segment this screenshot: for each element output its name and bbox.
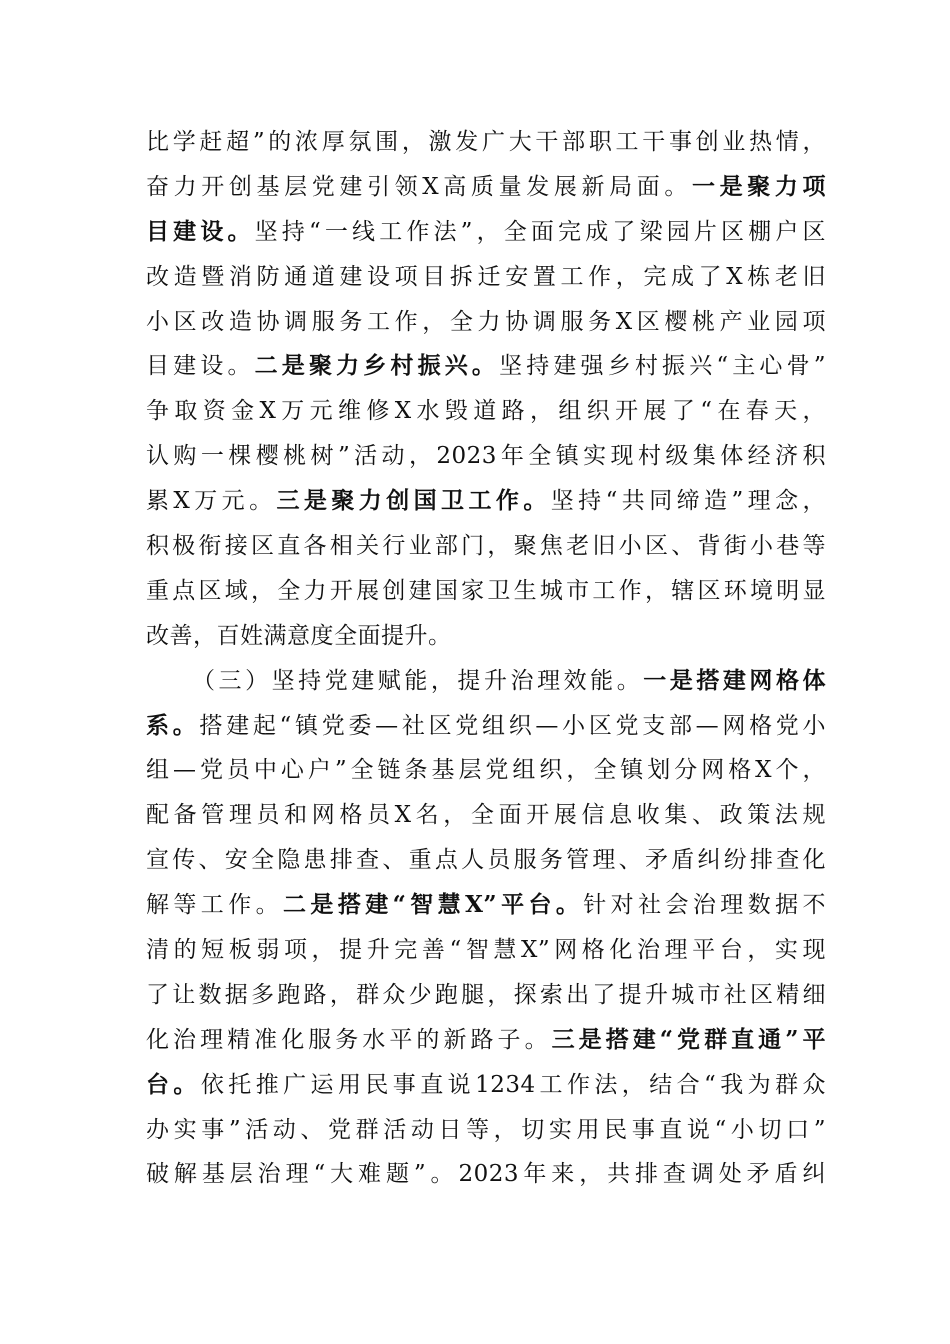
text-line: 办实事”活动、党群活动日等，切实用民事直说“小切口” xyxy=(146,1116,826,1143)
text-line: 配备管理员和网格员X名，全面开展信息收集、政策法规 xyxy=(146,802,826,829)
section-heading-line xyxy=(146,659,826,704)
section-heading: （三）坚持党建赋能，提升治理效能。 xyxy=(192,667,644,694)
bold-heading: 三是聚力创国卫工作。 xyxy=(276,487,551,515)
text-line: 争取资金X万元维修X水毁道路，组织开展了“在春天， xyxy=(146,398,826,425)
text-line: 小区改造协调服务工作，全力协调服务X区樱桃产业园项 xyxy=(146,308,826,335)
text-line: 解等工作。二是搭建“智慧X”平台。针对社会治理数据不 xyxy=(146,891,827,919)
text-line: 组—党员中心户”全链条基层党组织，全镇划分网格X个， xyxy=(146,757,826,784)
text-line: 台。依托推广运用民事直说1234工作法，结合“我为群众 xyxy=(146,1070,826,1098)
bold-heading: 系。 xyxy=(146,711,200,739)
text-line: 认购一棵樱桃树”活动，2023年全镇实现村级集体经济积 xyxy=(146,443,826,470)
bold-heading: 一是搭建网格体 xyxy=(643,666,827,694)
text-line: 目建设。坚持“一线工作法”，全面完成了梁园片区棚户区 xyxy=(146,217,826,245)
text-line: 奋力开创基层党建引领X高质量发展新局面。一是聚力项 xyxy=(146,172,827,200)
text-line: 重点区域，全力开展创建国家卫生城市工作，辖区环境明显 xyxy=(146,577,826,604)
bold-heading: 台。 xyxy=(146,1070,201,1098)
bold-heading: 二是搭建“智慧X”平台。 xyxy=(283,891,584,919)
bold-heading: 三是搭建“党群直通”平 xyxy=(551,1025,826,1053)
text-line: 改善，百姓满意度全面提升。 xyxy=(146,622,452,649)
text-line: 目建设。二是聚力乡村振兴。坚持建强乡村振兴“主心骨” xyxy=(146,352,826,380)
bold-heading: 二是聚力乡村振兴。 xyxy=(254,352,500,380)
text-line: 宣传、安全隐患排查、重点人员服务管理、矛盾纠纷排查化 xyxy=(146,847,826,874)
text-line: 了让数据多跑路，群众少跑腿，探索出了提升城市社区精细 xyxy=(146,981,826,1008)
text-line: 清的短板弱项，提升完善“智慧X”网格化治理平台，实现 xyxy=(146,937,826,964)
text-line: 累X万元。三是聚力创国卫工作。坚持“共同缔造”理念， xyxy=(146,487,827,515)
bold-heading: 目建设。 xyxy=(146,217,255,245)
bold-heading: 一是聚力项 xyxy=(691,172,827,200)
text-line: 破解基层治理“大难题”。2023年来，共排查调处矛盾纠 xyxy=(146,1161,826,1188)
text-line: 系。搭建起“镇党委—社区党组织—小区党支部—网格党小 xyxy=(146,711,826,739)
text-line: 比学赶超”的浓厚氛围，激发广大干部职工干事创业热情， xyxy=(146,129,826,155)
body-text xyxy=(146,120,826,1197)
text-line: 改造暨消防通道建设项目拆迁安置工作，完成了X栋老旧 xyxy=(146,263,826,290)
text-line: 积极衔接区直各相关行业部门，聚焦老旧小区、背街小巷等 xyxy=(146,533,826,560)
text-line: 化治理精准化服务水平的新路子。三是搭建“党群直通”平 xyxy=(146,1025,826,1053)
